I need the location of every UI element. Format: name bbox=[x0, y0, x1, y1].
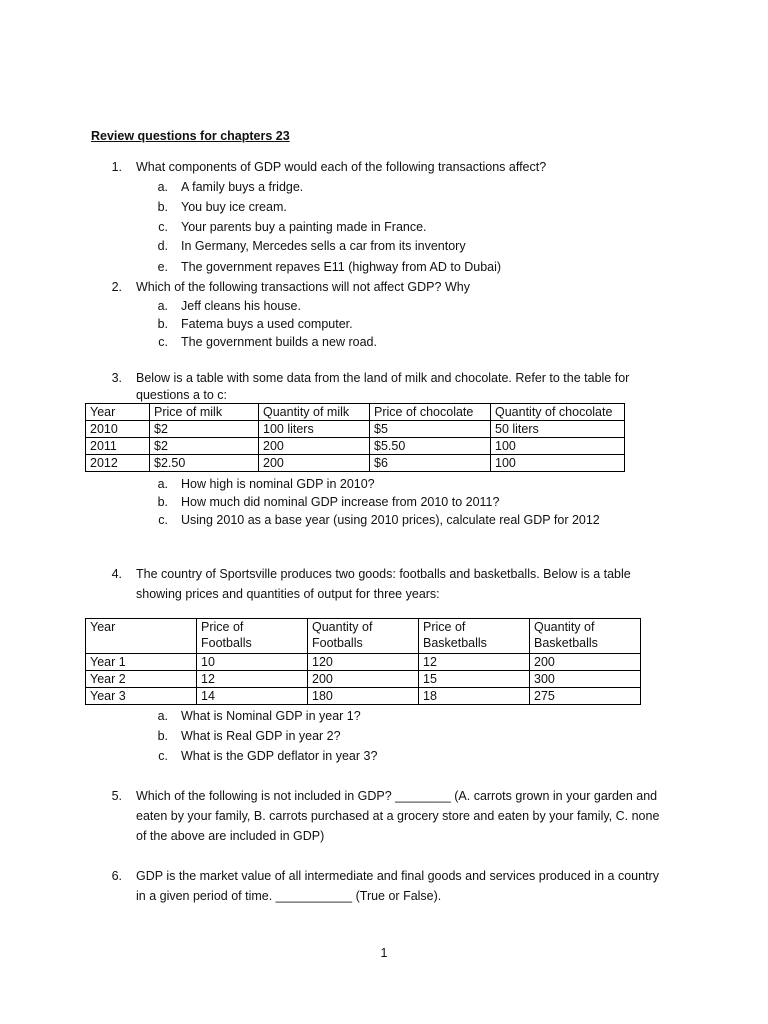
question-text: The country of Sportsville produces two goods: footballs and basketballs. Below is a table bbox=[136, 567, 631, 581]
milk-chocolate-table bbox=[85, 403, 625, 472]
item-label: a. bbox=[157, 180, 168, 194]
question-text: showing prices and quantities of output for three years: bbox=[136, 587, 440, 601]
table-row bbox=[86, 654, 641, 671]
item-text: Your parents buy a painting made in France. bbox=[181, 220, 427, 234]
item-label: b. bbox=[157, 200, 168, 214]
table-cell: Year 1 bbox=[86, 654, 197, 671]
item-text: Fatema buys a used computer. bbox=[181, 317, 353, 331]
question-text: in a given period of time. ___________ (True or False). bbox=[136, 889, 442, 903]
question-number: 1. bbox=[111, 160, 122, 174]
table-cell: $2 bbox=[150, 421, 259, 438]
item-text: What is the GDP deflator in year 3? bbox=[181, 749, 378, 763]
header-line: Basketballs bbox=[423, 636, 487, 650]
item-text: In Germany, Mercedes sells a car from its inventory bbox=[181, 239, 466, 253]
table-row bbox=[86, 671, 641, 688]
table-cell: $2.50 bbox=[150, 455, 259, 472]
item-label: c. bbox=[158, 513, 168, 527]
table-cell: 2011 bbox=[86, 438, 150, 455]
item-label: a. bbox=[157, 477, 168, 491]
table-cell: 200 bbox=[308, 671, 419, 688]
table-header-row bbox=[86, 404, 625, 421]
column-header bbox=[308, 619, 419, 654]
table-row bbox=[86, 455, 625, 472]
item-label: c. bbox=[158, 335, 168, 349]
item-label: c. bbox=[158, 220, 168, 234]
header-line: Footballs bbox=[201, 636, 252, 650]
question-text: Below is a table with some data from the land of milk and chocolate. Refer to the table for bbox=[136, 371, 630, 385]
question-text: Which of the following transactions will not affect GDP? Why bbox=[136, 280, 470, 294]
question-text: eaten by your family, B. carrots purchased at a grocery store and eaten by your family, C. none bbox=[136, 809, 660, 823]
table-cell: $5.50 bbox=[370, 438, 491, 455]
item-text: You buy ice cream. bbox=[181, 200, 287, 214]
item-text: A family buys a fridge. bbox=[181, 180, 304, 194]
table-row bbox=[86, 421, 625, 438]
item-label: e. bbox=[157, 260, 168, 274]
question-number: 3. bbox=[111, 371, 122, 385]
table-row bbox=[86, 438, 625, 455]
table-cell: 100 bbox=[491, 455, 625, 472]
question-number: 5. bbox=[111, 789, 122, 803]
column-header: Price of milk bbox=[150, 404, 259, 421]
table-cell: $6 bbox=[370, 455, 491, 472]
page-number: 1 bbox=[380, 946, 388, 960]
table-cell: 50 liters bbox=[491, 421, 625, 438]
table-cell: 10 bbox=[197, 654, 308, 671]
question-number: 4. bbox=[111, 567, 122, 581]
table-cell: 200 bbox=[259, 455, 370, 472]
question-text: of the above are included in GDP) bbox=[136, 829, 325, 843]
table-cell: 100 liters bbox=[259, 421, 370, 438]
table-header-row bbox=[86, 619, 641, 654]
table-cell: 14 bbox=[197, 688, 308, 705]
item-label: b. bbox=[157, 495, 168, 509]
table-cell: 2010 bbox=[86, 421, 150, 438]
question-text: Which of the following is not included in GDP? ________ (A. carrots grown in your garden and bbox=[136, 789, 658, 803]
item-text: How much did nominal GDP increase from 2010 to 2011? bbox=[181, 495, 500, 509]
item-label: a. bbox=[157, 709, 168, 723]
table-cell: 275 bbox=[530, 688, 641, 705]
question-text: What components of GDP would each of the following transactions affect? bbox=[136, 160, 547, 174]
item-label: d. bbox=[157, 239, 168, 253]
table-cell: 12 bbox=[419, 654, 530, 671]
table-cell: Year 3 bbox=[86, 688, 197, 705]
item-label: b. bbox=[157, 317, 168, 331]
table-cell: $2 bbox=[150, 438, 259, 455]
table-cell: 120 bbox=[308, 654, 419, 671]
table-cell: Year 2 bbox=[86, 671, 197, 688]
header-line: Quantity of bbox=[312, 620, 373, 634]
header-line: Footballs bbox=[312, 636, 363, 650]
item-label: b. bbox=[157, 729, 168, 743]
header-line: Quantity of bbox=[534, 620, 595, 634]
column-header: Quantity of chocolate bbox=[491, 404, 625, 421]
item-text: Using 2010 as a base year (using 2010 prices), calculate real GDP for 2012 bbox=[181, 513, 600, 527]
question-text: GDP is the market value of all intermediate and final goods and services produced in a country bbox=[136, 869, 659, 883]
item-text: The government repaves E11 (highway from AD to Dubai) bbox=[181, 260, 502, 274]
table-cell: 12 bbox=[197, 671, 308, 688]
header-line: Price of bbox=[423, 620, 466, 634]
item-label: a. bbox=[157, 299, 168, 313]
column-header: Price of chocolate bbox=[370, 404, 491, 421]
sportsville-table bbox=[85, 618, 641, 705]
table-cell: 15 bbox=[419, 671, 530, 688]
item-text: Jeff cleans his house. bbox=[181, 299, 301, 313]
table-cell: 18 bbox=[419, 688, 530, 705]
item-text: How high is nominal GDP in 2010? bbox=[181, 477, 375, 491]
header-line: Price of bbox=[201, 620, 244, 634]
question-text: questions a to c: bbox=[136, 388, 228, 402]
column-header bbox=[530, 619, 641, 654]
item-text: What is Nominal GDP in year 1? bbox=[181, 709, 361, 723]
column-header bbox=[86, 619, 197, 654]
item-label: c. bbox=[158, 749, 168, 763]
table-cell: 2012 bbox=[86, 455, 150, 472]
question-number: 6. bbox=[111, 869, 122, 883]
column-header bbox=[197, 619, 308, 654]
item-text: The government builds a new road. bbox=[181, 335, 377, 349]
table-cell: 100 bbox=[491, 438, 625, 455]
table-cell: $5 bbox=[370, 421, 491, 438]
column-header bbox=[419, 619, 530, 654]
column-header: Quantity of milk bbox=[259, 404, 370, 421]
table-cell: 300 bbox=[530, 671, 641, 688]
page-title: Review questions for chapters 23 bbox=[91, 129, 290, 143]
item-text: What is Real GDP in year 2? bbox=[181, 729, 341, 743]
header-line: Basketballs bbox=[534, 636, 598, 650]
table-row bbox=[86, 688, 641, 705]
question-number: 2. bbox=[111, 280, 122, 294]
table-cell: 200 bbox=[530, 654, 641, 671]
table-cell: 180 bbox=[308, 688, 419, 705]
header-line: Year bbox=[90, 620, 116, 634]
column-header: Year bbox=[86, 404, 150, 421]
table-cell: 200 bbox=[259, 438, 370, 455]
